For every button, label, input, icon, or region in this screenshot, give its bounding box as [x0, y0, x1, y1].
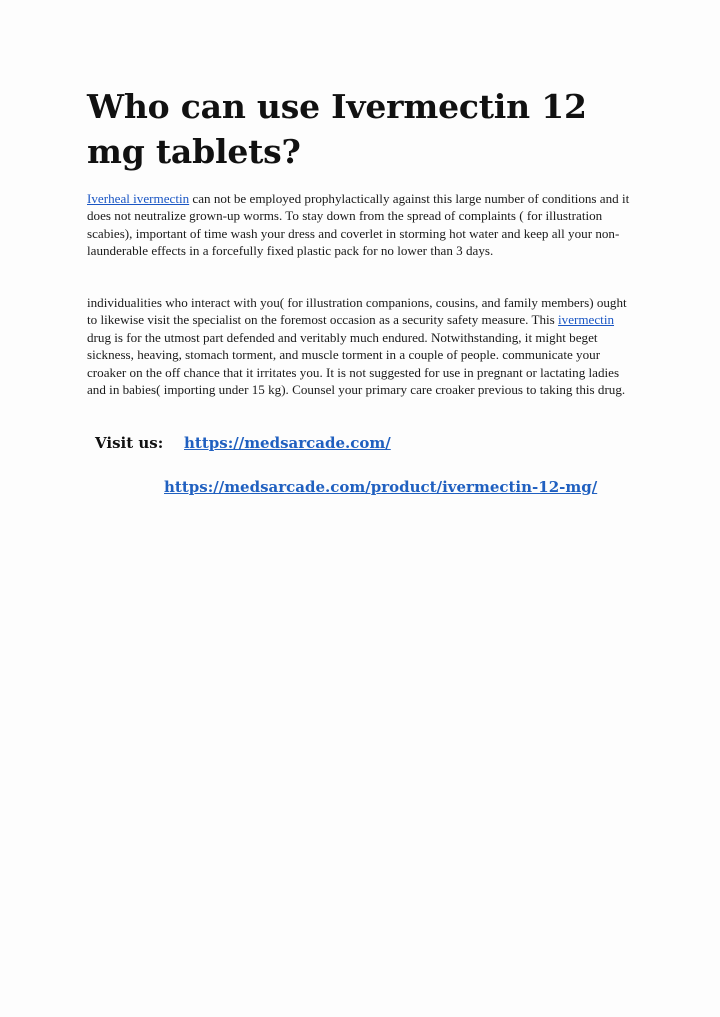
home-url-link[interactable]: https://medsarcade.com/: [184, 434, 391, 452]
paragraph-2-text-before: individualities who interact with you( for illustration companions, cousins, and family members) ought to likewise visit the specialist on the foremost occasion as a security safety measure. This: [87, 295, 627, 328]
paragraph-2-text-after: drug is for the utmost part defended and veritably much endured. Notwithstanding, it might beget sickness, heaving, stomach torment, and muscle torment in a couple of people. communicate your croaker on the off chance that it irritates you. It is not suggested for use in pregnant or lactating ladies and in babies( importing under 15 kg). Counsel your primary care croaker previous to taking this drug.: [87, 329, 626, 398]
iverheal-ivermectin-link[interactable]: Iverheal ivermectin: [87, 191, 190, 206]
product-url-link[interactable]: https://medsarcade.com/product/ivermectin-12-mg/: [164, 478, 598, 496]
ivermectin-link[interactable]: ivermectin: [558, 312, 615, 328]
visit-us-label: Visit us:: [95, 434, 164, 452]
paragraph-1-text: can not be employed prophylactically against this large number of conditions and it does not neutralize grown-up worms. To stay down from the spread of complaints ( for illustration scabies), important of time wash your dress and coverlet in storming hot water and keep all your non-launderable effects in a forcefully fixed plastic pack for no lower than 3 days.: [87, 191, 630, 259]
paragraph-1: [87, 190, 639, 260]
paragraph-2: [87, 294, 639, 398]
page-title: Who can use Ivermectin 12 mg tablets?: [87, 87, 587, 171]
